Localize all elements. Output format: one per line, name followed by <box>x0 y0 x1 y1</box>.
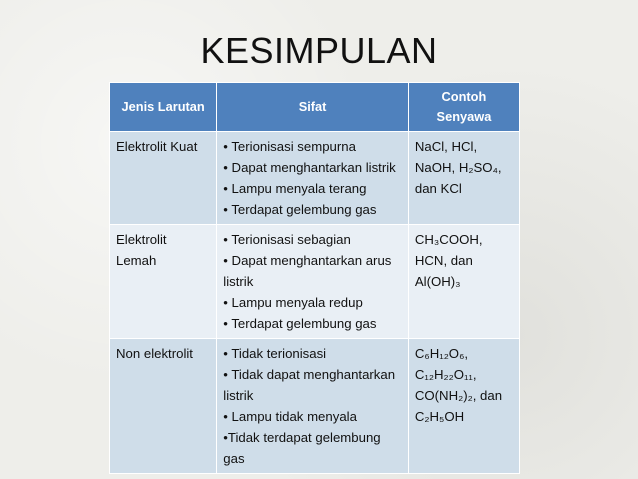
property-item: • Terionisasi sempurna <box>223 139 356 154</box>
table-row <box>110 339 520 474</box>
property-item: • Tidak terionisasi <box>223 346 327 361</box>
property-item: • Terionisasi sebagian <box>223 232 351 247</box>
cell-examples: CH₃COOH, HCN, dan Al(OH)₃ <box>408 225 519 339</box>
property-item: •Tidak terdapat gelembung gas <box>223 430 381 466</box>
cell-properties <box>217 132 409 225</box>
cell-examples: NaCl, HCl, NaOH, H₂SO₄, dan KCl <box>408 132 519 225</box>
property-item: • Lampu menyala redup <box>223 295 363 310</box>
property-item: • Terdapat gelembung gas <box>223 316 377 331</box>
cell-type: Elektrolit Lemah <box>110 225 217 339</box>
table-header-row <box>110 83 520 132</box>
cell-type: Elektrolit Kuat <box>110 132 217 225</box>
header-sifat: Sifat <box>217 83 409 132</box>
property-item: • Dapat menghantarkan listrik <box>223 160 396 175</box>
header-contoh-senyawa: Contoh Senyawa <box>408 83 519 132</box>
cell-properties <box>217 225 409 339</box>
cell-type: Non elektrolit <box>110 339 217 474</box>
property-item: • Lampu tidak menyala <box>223 409 357 424</box>
property-item: • Dapat menghantarkan arus listrik <box>223 253 392 289</box>
summary-table <box>109 82 520 474</box>
cell-properties <box>217 339 409 474</box>
table-row <box>110 225 520 339</box>
property-item: • Tidak dapat menghantarkan listrik <box>223 367 396 403</box>
page-title: KESIMPULAN <box>200 30 438 71</box>
header-jenis-larutan: Jenis Larutan <box>110 83 217 132</box>
property-item: • Terdapat gelembung gas <box>223 202 377 217</box>
table-row <box>110 132 520 225</box>
cell-examples: C₆H₁₂O₆, C₁₂H₂₂O₁₁, CO(NH₂)₂, dan C₂H₅OH <box>408 339 519 474</box>
property-item: • Lampu menyala terang <box>223 181 367 196</box>
